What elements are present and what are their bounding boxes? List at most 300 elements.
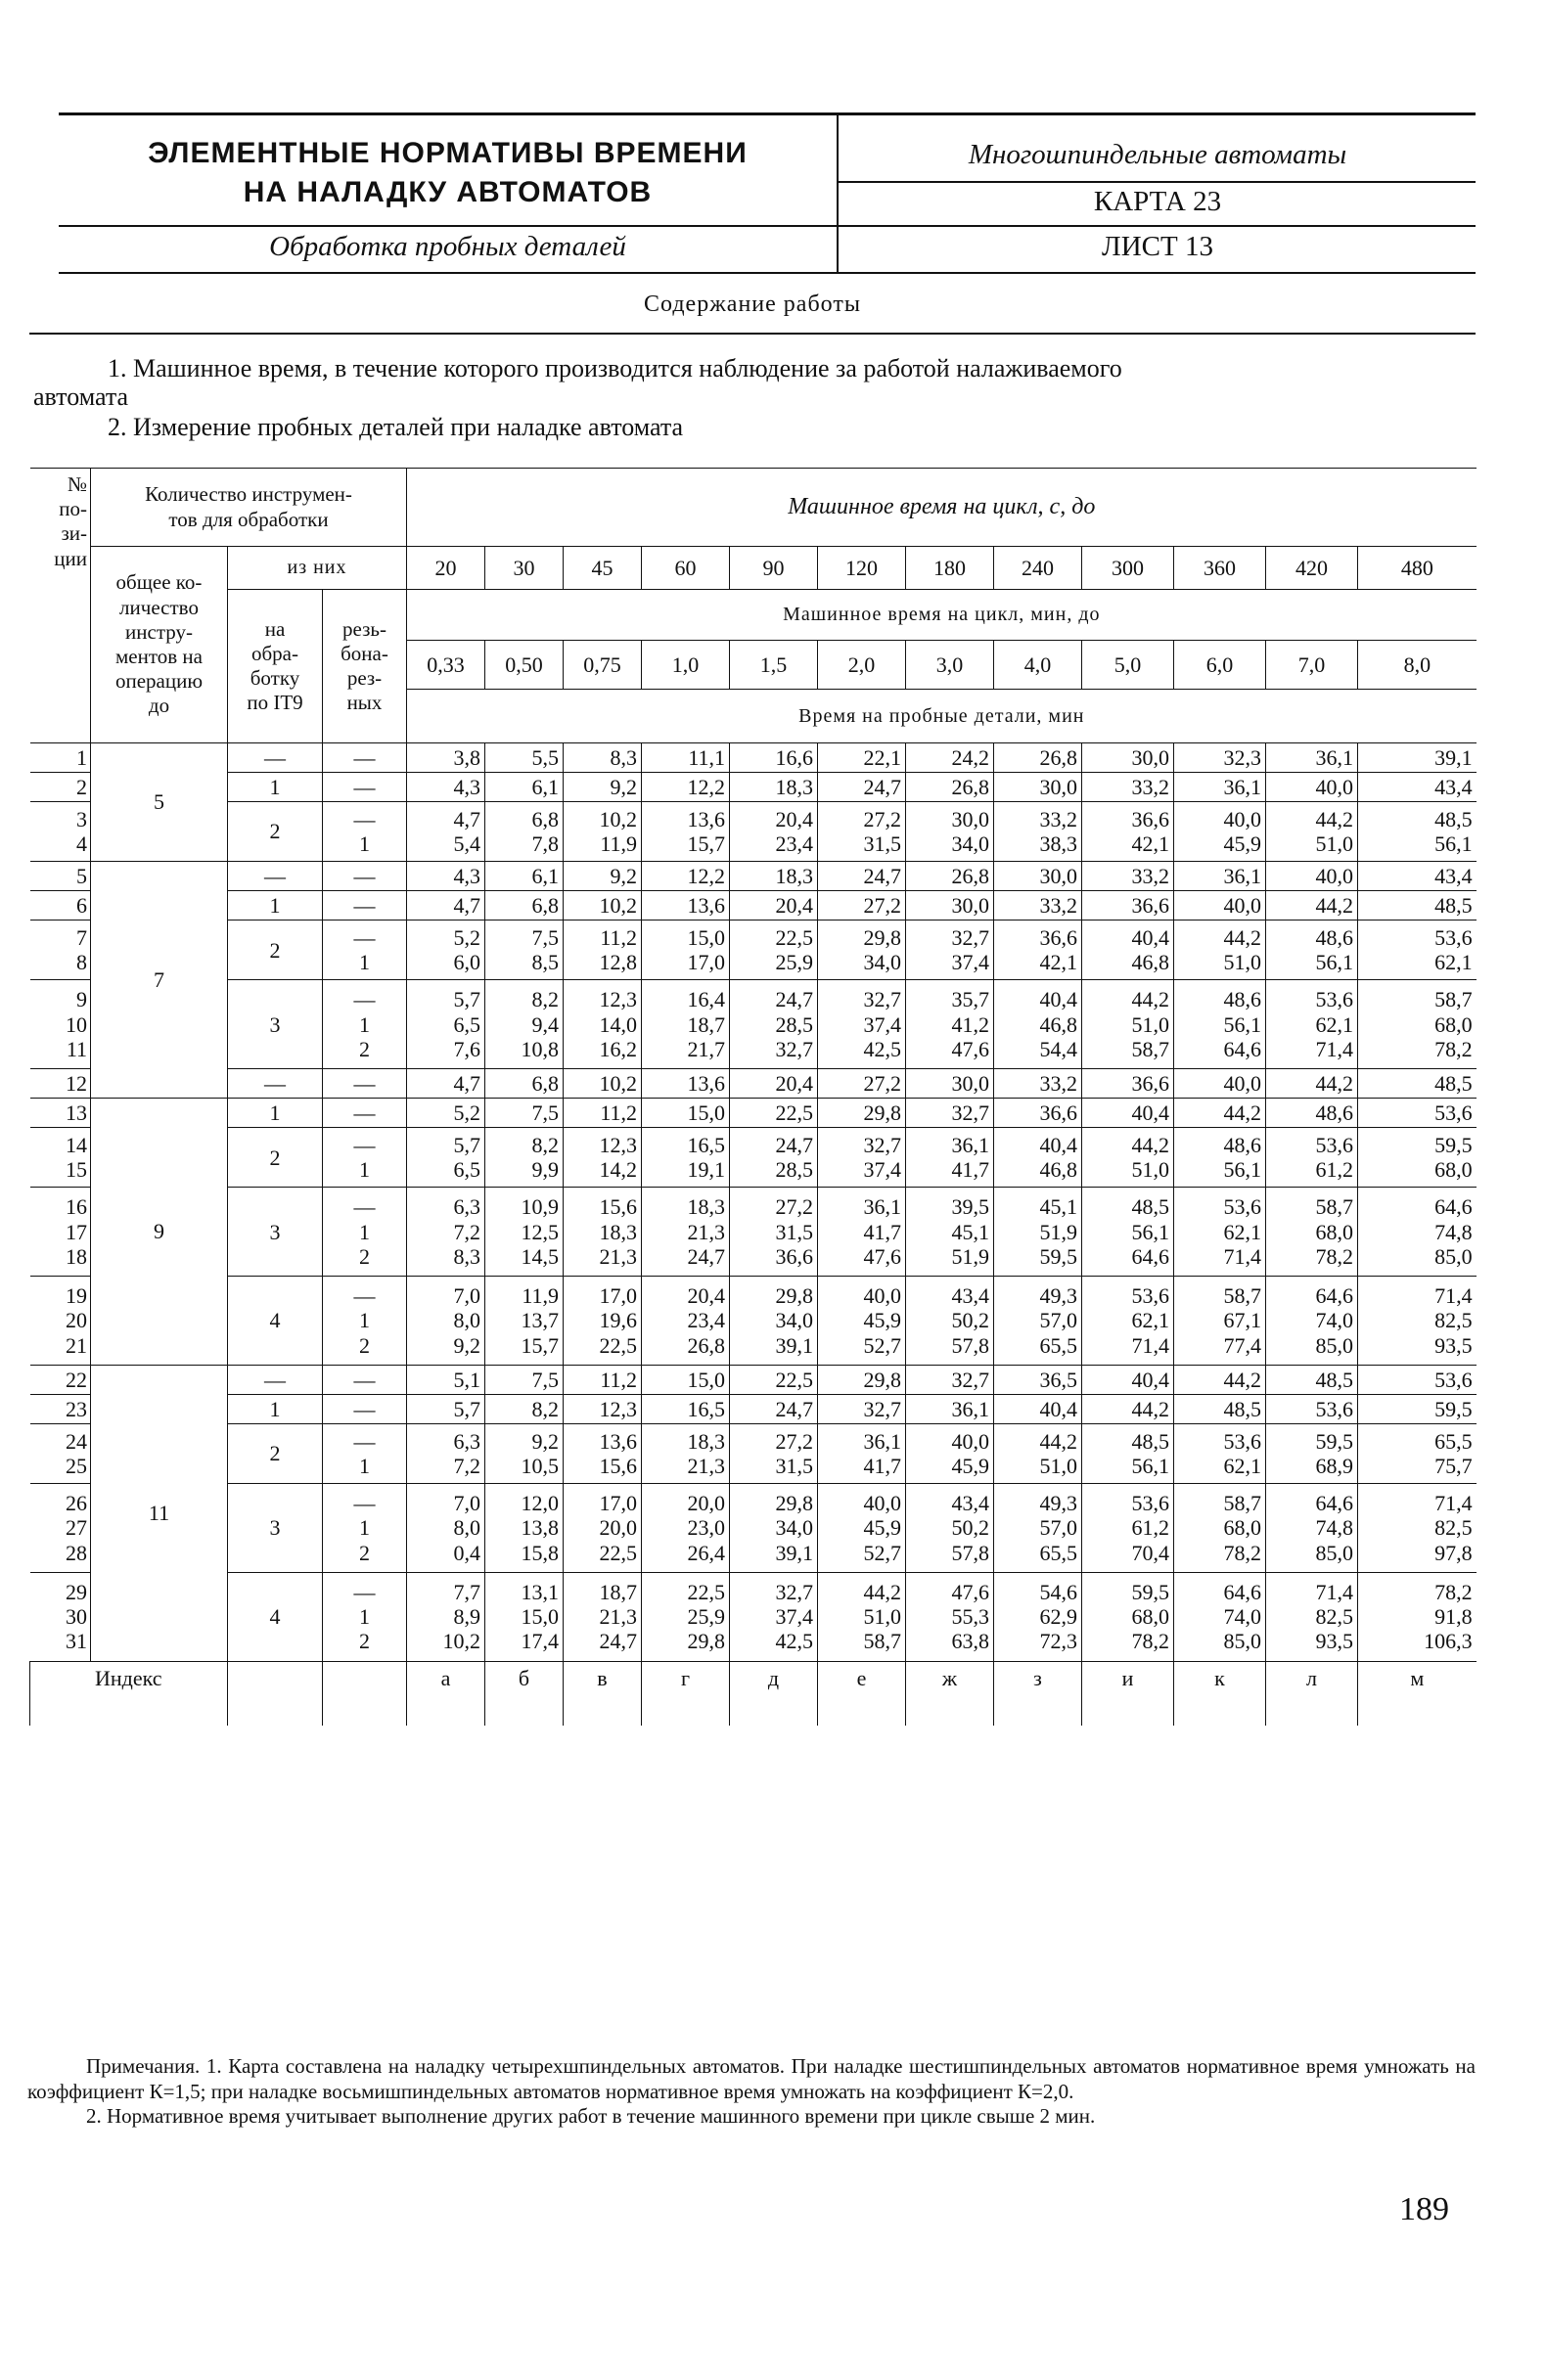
it9-header-1: на [264, 616, 286, 641]
time-value [1082, 891, 1174, 921]
time-line-1: 8,0 [453, 1308, 480, 1333]
time-line-1: 57,0 [1039, 1515, 1077, 1541]
minutes-col-8: 5,0 [1082, 641, 1174, 690]
time-line-0: 13,6 [687, 1071, 725, 1097]
time-line-0: 44,2 [1131, 1132, 1169, 1157]
time-line-0: 10,2 [599, 806, 637, 831]
minutes-label-row [30, 590, 1477, 641]
seconds-col-6: 180 [906, 547, 994, 590]
time-line-0: 8,2 [531, 1132, 559, 1157]
time-line-0: 59,5 [1434, 1396, 1473, 1421]
time-line-0: 32,7 [863, 1396, 901, 1421]
it9-tools: 4 [228, 1277, 323, 1366]
time-value [407, 1365, 485, 1394]
time-line-1: 50,2 [951, 1308, 989, 1333]
time-line-0: 53,6 [1315, 1132, 1353, 1157]
seconds-col-9: 360 [1174, 547, 1266, 590]
time-line-1: 68,9 [1315, 1454, 1353, 1479]
it9-tools: 3 [228, 980, 323, 1069]
time-line-1: 19,6 [599, 1308, 637, 1333]
norms-table [29, 468, 1477, 1726]
time-line-1: 7,2 [453, 1454, 480, 1479]
index-row [30, 1661, 1477, 1726]
time-value [730, 1128, 818, 1188]
thread-line-0: — [353, 893, 376, 919]
time-line-1: 21,3 [687, 1454, 725, 1479]
time-line-2: 52,7 [863, 1332, 901, 1358]
time-line-0: 53,6 [1131, 1283, 1169, 1309]
time-value [564, 1365, 642, 1394]
time-value [1174, 1572, 1266, 1661]
thread-tools [323, 1188, 407, 1277]
machine-time-min-header: Машинное время на цикл, мин, до [407, 590, 1477, 641]
time-line-2: 58,7 [1131, 1036, 1169, 1061]
seconds-col-2: 45 [564, 547, 642, 590]
pos-header-3: зи- [61, 521, 87, 546]
time-value [1266, 1188, 1358, 1277]
time-line-1: 62,1 [1223, 1454, 1261, 1479]
index-letter: б [485, 1661, 564, 1726]
time-value [1174, 921, 1266, 980]
time-line-1: 12,5 [521, 1219, 559, 1244]
time-line-0: 29,8 [863, 924, 901, 950]
time-line-0: 71,4 [1315, 1579, 1353, 1604]
time-value [818, 891, 906, 921]
time-value [1082, 1099, 1174, 1128]
seconds-col-5: 120 [818, 547, 906, 590]
position-number [30, 1365, 91, 1394]
time-line-2: 22,5 [599, 1332, 637, 1358]
time-line-0: 7,0 [453, 1283, 480, 1309]
time-line-0: 36,5 [1039, 1367, 1077, 1392]
time-line-0: 48,5 [1434, 893, 1473, 919]
time-value [1174, 1394, 1266, 1423]
time-value [564, 1277, 642, 1366]
time-value [564, 1572, 642, 1661]
time-line-2: 71,4 [1131, 1332, 1169, 1358]
time-value [642, 862, 730, 891]
time-line-2: 64,6 [1131, 1243, 1169, 1269]
time-line-2: 26,4 [687, 1540, 725, 1565]
time-line-1: 37,4 [863, 1157, 901, 1183]
time-value [564, 802, 642, 862]
table-row [30, 1572, 1477, 1661]
table-row [30, 1484, 1477, 1573]
table-row [30, 1099, 1477, 1128]
it9-tools: — [228, 743, 323, 773]
thread-line-1: 1 [359, 1219, 370, 1244]
time-value [1082, 1394, 1174, 1423]
total-header-3: инстру- [125, 619, 193, 644]
subtitle: Обработка пробных деталей [269, 231, 626, 262]
time-line-1: 68,0 [1434, 1011, 1473, 1037]
thread-line-0: — [353, 744, 376, 770]
time-value [642, 1572, 730, 1661]
position-line-0: 22 [66, 1367, 87, 1392]
time-value [818, 921, 906, 980]
time-line-0: 48,5 [1434, 806, 1473, 831]
time-line-0: 48,6 [1315, 1100, 1353, 1126]
time-line-2: 7,6 [453, 1036, 480, 1061]
time-line-0: 40,0 [863, 1491, 901, 1516]
time-value [407, 1423, 485, 1483]
thread-tools [323, 921, 407, 980]
it9-tools: 1 [228, 1099, 323, 1128]
position-number [30, 862, 91, 891]
machine-time-sec-header: Машинное время на цикл, с, до [407, 469, 1477, 547]
time-line-0: 53,6 [1315, 987, 1353, 1012]
time-value [485, 891, 564, 921]
time-value [906, 980, 994, 1069]
position-number [30, 802, 91, 862]
thread-line-1: 1 [359, 950, 370, 975]
time-line-0: 4,7 [453, 893, 480, 919]
time-value [564, 891, 642, 921]
time-line-0: 40,4 [1039, 1396, 1077, 1421]
time-line-0: 13,6 [687, 806, 725, 831]
time-line-2: 21,3 [599, 1243, 637, 1269]
time-value [818, 1069, 906, 1099]
time-value [1174, 802, 1266, 862]
position-line-2: 31 [66, 1629, 87, 1654]
time-line-1: 6,5 [453, 1011, 480, 1037]
time-value [994, 743, 1082, 773]
time-line-0: 32,7 [951, 1367, 989, 1392]
time-value [994, 1128, 1082, 1188]
content-rule [29, 333, 1476, 335]
time-line-1: 5,4 [453, 831, 480, 857]
position-number [30, 980, 91, 1069]
time-value [642, 743, 730, 773]
time-value [1358, 1572, 1477, 1661]
time-value [994, 1423, 1082, 1483]
time-line-2: 14,5 [521, 1243, 559, 1269]
seconds-col-11: 480 [1358, 547, 1477, 590]
time-value [906, 1365, 994, 1394]
time-line-0: 11,2 [600, 924, 637, 950]
trial-time-header: Время на пробные детали, мин [407, 690, 1477, 743]
time-value [564, 773, 642, 802]
time-line-1: 46,8 [1039, 1011, 1077, 1037]
time-line-0: 9,2 [610, 774, 637, 799]
time-value [730, 921, 818, 980]
time-line-1: 62,1 [1315, 1011, 1353, 1037]
time-line-0: 30,0 [951, 1071, 989, 1097]
time-value [906, 802, 994, 862]
time-line-0: 20,4 [687, 1283, 725, 1309]
time-value [407, 743, 485, 773]
time-line-2: 78,2 [1434, 1036, 1473, 1061]
index-letter: е [818, 1661, 906, 1726]
seconds-col-1: 30 [485, 547, 564, 590]
thread-header-4: ных [346, 691, 383, 715]
time-line-0: 48,6 [1223, 987, 1261, 1012]
table-row [30, 921, 1477, 980]
time-line-0: 24,7 [863, 774, 901, 799]
time-line-0: 40,0 [1223, 893, 1261, 919]
time-line-0: 11,9 [522, 1283, 559, 1309]
time-line-0: 27,2 [863, 1071, 901, 1097]
time-line-0: 36,6 [1131, 806, 1169, 831]
content-item-2: 2. Измерение пробных деталей при наладке автомата [108, 413, 684, 441]
time-line-0: 27,2 [775, 1194, 813, 1220]
time-value [1082, 1484, 1174, 1573]
time-line-2: 26,8 [687, 1332, 725, 1358]
time-value [407, 1484, 485, 1573]
time-value [1082, 1277, 1174, 1366]
time-line-1: 68,0 [1223, 1515, 1261, 1541]
time-line-0: 13,6 [687, 893, 725, 919]
header-right-mid-rule [838, 181, 1476, 183]
time-line-1: 51,0 [1223, 950, 1261, 975]
position-line-0: 24 [66, 1428, 87, 1454]
time-line-1: 41,7 [951, 1157, 989, 1183]
it9-tools: 2 [228, 1423, 323, 1483]
time-line-0: 71,4 [1434, 1283, 1473, 1309]
time-line-0: 18,7 [599, 1579, 637, 1604]
thread-line-0: — [353, 1071, 376, 1097]
time-value [1174, 1484, 1266, 1573]
time-line-0: 44,2 [1315, 806, 1353, 831]
time-line-0: 6,3 [453, 1428, 480, 1454]
thread-tools [323, 1423, 407, 1483]
time-line-0: 20,4 [775, 893, 813, 919]
time-value [994, 1277, 1082, 1366]
machine-type: Многошпиндельные автоматы [968, 139, 1347, 170]
total-header-1: общее ко- [115, 570, 203, 595]
time-line-0: 5,7 [453, 1132, 480, 1157]
time-value [407, 1099, 485, 1128]
time-line-1: 61,2 [1315, 1157, 1353, 1183]
table-row [30, 1277, 1477, 1366]
time-value [730, 1069, 818, 1099]
thread-line-1: 1 [359, 1011, 370, 1037]
time-line-2: 39,1 [775, 1332, 813, 1358]
thread-header-2: бона- [341, 641, 388, 665]
time-line-0: 29,8 [775, 1491, 813, 1516]
it9-header-4: по IТ9 [247, 691, 303, 715]
position-line-1: 17 [66, 1219, 87, 1244]
notes [27, 2054, 1476, 2130]
time-line-0: 64,6 [1223, 1579, 1261, 1604]
position-number [30, 921, 91, 980]
thread-line-2: 2 [359, 1629, 370, 1654]
time-line-0: 5,2 [453, 924, 480, 950]
time-line-0: 5,5 [531, 744, 559, 770]
it9-tools: 2 [228, 921, 323, 980]
time-line-0: 20,4 [775, 806, 813, 831]
time-line-0: 18,3 [687, 1428, 725, 1454]
time-line-1: 28,5 [775, 1011, 813, 1037]
time-line-0: 32,7 [863, 987, 901, 1012]
time-value [1174, 1069, 1266, 1099]
thread-line-0: — [353, 1367, 376, 1392]
time-value [642, 921, 730, 980]
time-line-0: 43,4 [951, 1283, 989, 1309]
index-letter: в [564, 1661, 642, 1726]
time-value [642, 1365, 730, 1394]
index-letter: л [1266, 1661, 1358, 1726]
time-value [1266, 1365, 1358, 1394]
time-line-1: 21,3 [687, 1219, 725, 1244]
position-line-0: 12 [66, 1071, 87, 1097]
total-header-4: ментов на [115, 645, 203, 668]
total-tools-header [91, 547, 228, 743]
time-value [994, 1572, 1082, 1661]
time-line-0: 18,3 [687, 1194, 725, 1220]
thread-line-1: 1 [359, 1157, 370, 1183]
header-row-1 [30, 469, 1477, 547]
time-value [1174, 1277, 1266, 1366]
time-line-1: 56,1 [1434, 831, 1473, 857]
position-line-0: 1 [76, 744, 87, 770]
time-line-1: 82,5 [1434, 1515, 1473, 1541]
time-line-2: 21,7 [687, 1036, 725, 1061]
time-line-0: 7,5 [531, 1367, 559, 1392]
time-value [818, 1128, 906, 1188]
time-line-0: 33,2 [1039, 806, 1077, 831]
time-value [407, 1277, 485, 1366]
time-line-0: 44,2 [1223, 924, 1261, 950]
thread-header [323, 590, 407, 743]
thread-line-1: 1 [359, 831, 370, 857]
thread-line-1: 1 [359, 1515, 370, 1541]
time-value [564, 1423, 642, 1483]
thread-line-2: 2 [359, 1036, 370, 1061]
time-line-1: 41,2 [951, 1011, 989, 1037]
time-line-1: 42,1 [1131, 831, 1169, 857]
time-value [642, 1069, 730, 1099]
time-value [1266, 980, 1358, 1069]
time-line-0: 27,2 [775, 1428, 813, 1454]
time-line-1: 6,5 [453, 1157, 480, 1183]
thread-line-0: — [353, 1579, 376, 1604]
time-value [1358, 1099, 1477, 1128]
total-header-6: до [148, 694, 170, 718]
time-value [1358, 1484, 1477, 1573]
time-line-0: 15,0 [687, 1367, 725, 1392]
pos-header-1: № [67, 472, 87, 496]
time-line-1: 61,2 [1131, 1515, 1169, 1541]
thread-tools [323, 773, 407, 802]
time-line-0: 6,8 [531, 806, 559, 831]
time-line-2: 78,2 [1223, 1540, 1261, 1565]
time-line-2: 64,6 [1223, 1036, 1261, 1061]
time-line-2: 17,4 [521, 1629, 559, 1654]
time-line-1: 56,1 [1315, 950, 1353, 975]
time-line-1: 62,9 [1039, 1604, 1077, 1630]
time-line-0: 11,2 [600, 1367, 637, 1392]
time-line-1: 8,9 [453, 1604, 480, 1630]
time-line-1: 82,5 [1434, 1308, 1473, 1333]
time-line-1: 6,0 [453, 950, 480, 975]
position-line-0: 16 [66, 1194, 87, 1220]
time-value [818, 802, 906, 862]
total-tools: 11 [91, 1365, 228, 1661]
time-line-1: 56,1 [1223, 1157, 1261, 1183]
time-value [906, 921, 994, 980]
time-line-0: 15,0 [687, 924, 725, 950]
time-line-0: 16,6 [775, 744, 813, 770]
index-letter: ж [906, 1661, 994, 1726]
time-line-0: 36,1 [863, 1428, 901, 1454]
time-line-0: 22,5 [775, 924, 813, 950]
time-line-1: 37,4 [775, 1604, 813, 1630]
time-line-1: 8,0 [453, 1515, 480, 1541]
time-line-0: 32,3 [1223, 744, 1261, 770]
time-value [994, 891, 1082, 921]
time-line-1: 23,0 [687, 1515, 725, 1541]
time-line-0: 15,0 [687, 1100, 725, 1126]
position-number [30, 1394, 91, 1423]
position-line-1: 25 [66, 1454, 87, 1479]
time-value [642, 1394, 730, 1423]
time-value [642, 980, 730, 1069]
time-line-1: 68,0 [1315, 1219, 1353, 1244]
time-line-1: 8,5 [531, 950, 559, 975]
table-row [30, 1069, 1477, 1099]
thread-line-0: — [353, 1194, 376, 1220]
table-row [30, 802, 1477, 862]
time-line-0: 43,4 [1434, 774, 1473, 799]
time-value [730, 980, 818, 1069]
time-value [564, 1188, 642, 1277]
time-line-0: 12,3 [599, 987, 637, 1012]
time-line-1: 74,8 [1434, 1219, 1473, 1244]
index-letter: к [1174, 1661, 1266, 1726]
position-number [30, 773, 91, 802]
time-line-0: 53,6 [1315, 1396, 1353, 1421]
time-value [485, 862, 564, 891]
position-line-0: 23 [66, 1396, 87, 1421]
time-line-1: 15,6 [599, 1454, 637, 1479]
time-value [485, 1188, 564, 1277]
time-line-0: 4,3 [453, 774, 480, 799]
time-value [1266, 802, 1358, 862]
time-line-0: 9,2 [531, 1428, 559, 1454]
time-line-0: 30,0 [1131, 744, 1169, 770]
time-value [485, 1484, 564, 1573]
time-line-0: 5,7 [453, 1396, 480, 1421]
time-line-2: 24,7 [687, 1243, 725, 1269]
position-line-0: 19 [66, 1283, 87, 1309]
time-value [1174, 980, 1266, 1069]
time-line-0: 39,1 [1434, 744, 1473, 770]
thread-line-1: 1 [359, 1604, 370, 1630]
time-line-2: 85,0 [1223, 1629, 1261, 1654]
time-value [1358, 1277, 1477, 1366]
sheet-number: ЛИСТ 13 [1102, 231, 1213, 262]
time-value [906, 773, 994, 802]
time-line-0: 30,0 [1039, 774, 1077, 799]
time-line-1: 9,4 [531, 1011, 559, 1037]
position-line-0: 29 [66, 1579, 87, 1604]
top-rule [59, 112, 1476, 115]
time-line-0: 59,5 [1434, 1132, 1473, 1157]
thread-line-0: — [353, 1132, 376, 1157]
time-line-0: 47,6 [951, 1579, 989, 1604]
time-line-1: 57,0 [1039, 1308, 1077, 1333]
time-line-2: 22,5 [599, 1540, 637, 1565]
minutes-col-3: 1,0 [642, 641, 730, 690]
time-line-0: 27,2 [863, 806, 901, 831]
time-value [906, 862, 994, 891]
position-line-0: 3 [76, 806, 87, 831]
time-line-1: 20,0 [599, 1515, 637, 1541]
it9-tools: 1 [228, 773, 323, 802]
time-line-2: 9,2 [453, 1332, 480, 1358]
time-value [1358, 891, 1477, 921]
